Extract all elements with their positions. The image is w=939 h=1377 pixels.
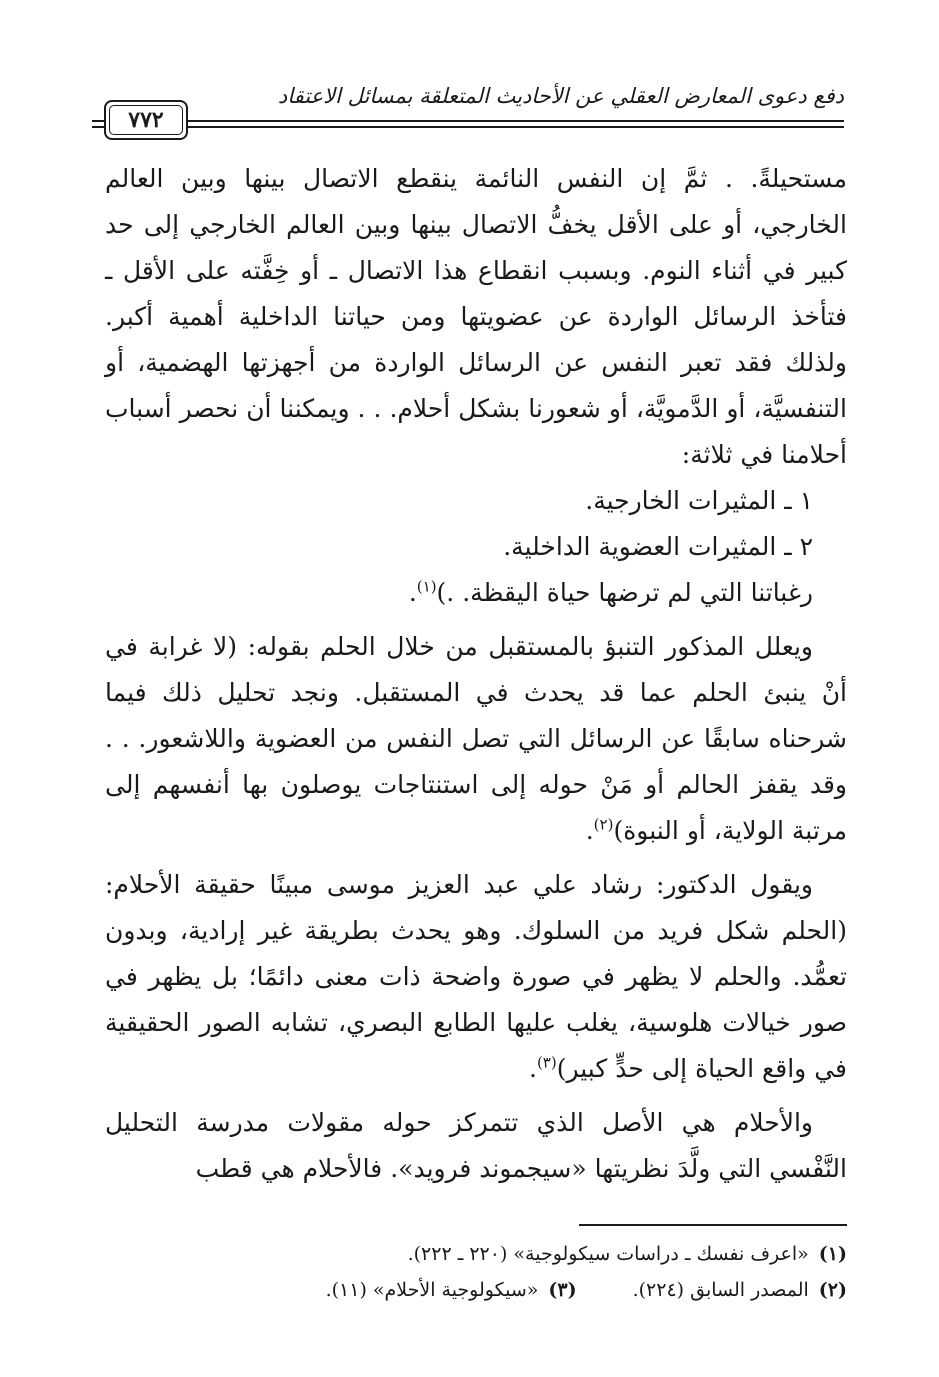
paragraph-2-end: . — [585, 816, 594, 845]
list-item-1: ١ ـ المثيرات الخارجية. — [585, 486, 813, 515]
footnote-2-text: المصدر السابق (٢٢٤). — [632, 1279, 809, 1301]
list-item-3-end: . — [408, 578, 417, 607]
footnote-line-2 — [105, 1272, 847, 1308]
footnote-3-number: (٣) — [548, 1279, 577, 1301]
paragraph-3 — [105, 862, 847, 1092]
footnote-separator — [579, 1224, 847, 1226]
list-item-3-text: رغباتنا التي لم ترضها حياة اليقظة. .) — [436, 578, 813, 607]
paragraph-3-text: ويقول الدكتور: رشاد علي عبد العزيز موسى مبينًا حقيقة الأحلام: (الحلم شكل فريد من السلوك. وهو يحدث بطريقة غير إرادية، وبدون تعمُّد. والحلم لا يظهر في صورة واضحة ذات معنى دائمًا؛ بل يظهر في صور خيالات هلوسية، يغلب عليها الطابع البصري، تشابه الصور الحقيقية في واقع الحياة إلى حدٍّ كبير) — [105, 870, 847, 1083]
footnote-3 — [326, 1272, 577, 1308]
page-header — [92, 78, 844, 150]
paragraph-3-end: . — [528, 1054, 537, 1083]
footnote-1-number: (١) — [818, 1243, 847, 1265]
paragraph-2-text: ويعلل المذكور التنبؤ بالمستقبل من خلال الحلم بقوله: (لا غرابة في أنْ ينبئ الحلم عما قد يحدث في المستقبل. ونجد تحليل ذلك فيما شرحناه سابقًا عن الرسائل التي تصل النفس من العضوية واللاشعور. . . وقد يقفز الحالم أو مَنْ حوله إلى استنتاجات يوصلون بها أنفسهم إلى مرتبة الولاية، أو النبوة) — [105, 632, 847, 845]
footnote-ref-2: (٢) — [593, 815, 614, 834]
footnote-line-1 — [105, 1236, 847, 1272]
footnote-ref-1: (١) — [416, 577, 437, 596]
main-text — [105, 156, 847, 1192]
paragraph-1: مستحيلةً. . ثمَّ إن النفس النائمة ينقطع الاتصال بينها وبين العالم الخارجي، أو على الأقل يخفُّ الاتصال بينها وبين العالم الخارجي إلى حد كبير في أثناء النوم. وبسبب انقطاع هذا الاتصال ـ أو خِفَّته على الأقل ـ فتأخذ الرسائل الواردة عن عضويتها ومن حياتنا الداخلية أهمية أكبر. ولذلك فقد تعبر النفس عن الرسائل الواردة من أجهزتها الهضمية، أو التنفسيَّة، أو الدَّمويَّة، أو شعورنا بشكل أحلام. . . ويمكننا أن نحصر أسباب أحلامنا في ثلاثة: — [105, 164, 847, 469]
page-number: ٧٧٢ — [109, 105, 183, 135]
list-item-3 — [105, 570, 847, 616]
footnote-2-number: (٢) — [818, 1279, 847, 1301]
page-number-frame — [104, 100, 188, 140]
footnote-2 — [633, 1272, 847, 1308]
header-rule-bottom — [92, 126, 844, 128]
footnote-ref-3: (٣) — [536, 1053, 557, 1072]
paragraph-2 — [105, 624, 847, 854]
list-item-2: ٢ ـ المثيرات العضوية الداخلية. — [503, 532, 813, 561]
footnote-3-text: «سيكولوجية الأحلام» (١١). — [325, 1279, 539, 1301]
paragraph-4: والأحلام هي الأصل الذي تتمركز حوله مقولات مدرسة التحليل النَّفْسي التي ولَّدَ نظريتها «سيجموند فرويد». فالأحلام هي قطب — [105, 1108, 847, 1183]
footnote-1 — [408, 1236, 847, 1272]
header-rule-top — [92, 120, 844, 122]
footnote-1-text: «اعرف نفسك ـ دراسات سيكولوجية» (٢٢٠ ـ ٢٢٢). — [407, 1243, 809, 1265]
footnotes — [105, 1236, 847, 1308]
running-title: دفع دعوى المعارض العقلي عن الأحاديث المتعلقة بمسائل الاعتقاد — [277, 84, 844, 108]
